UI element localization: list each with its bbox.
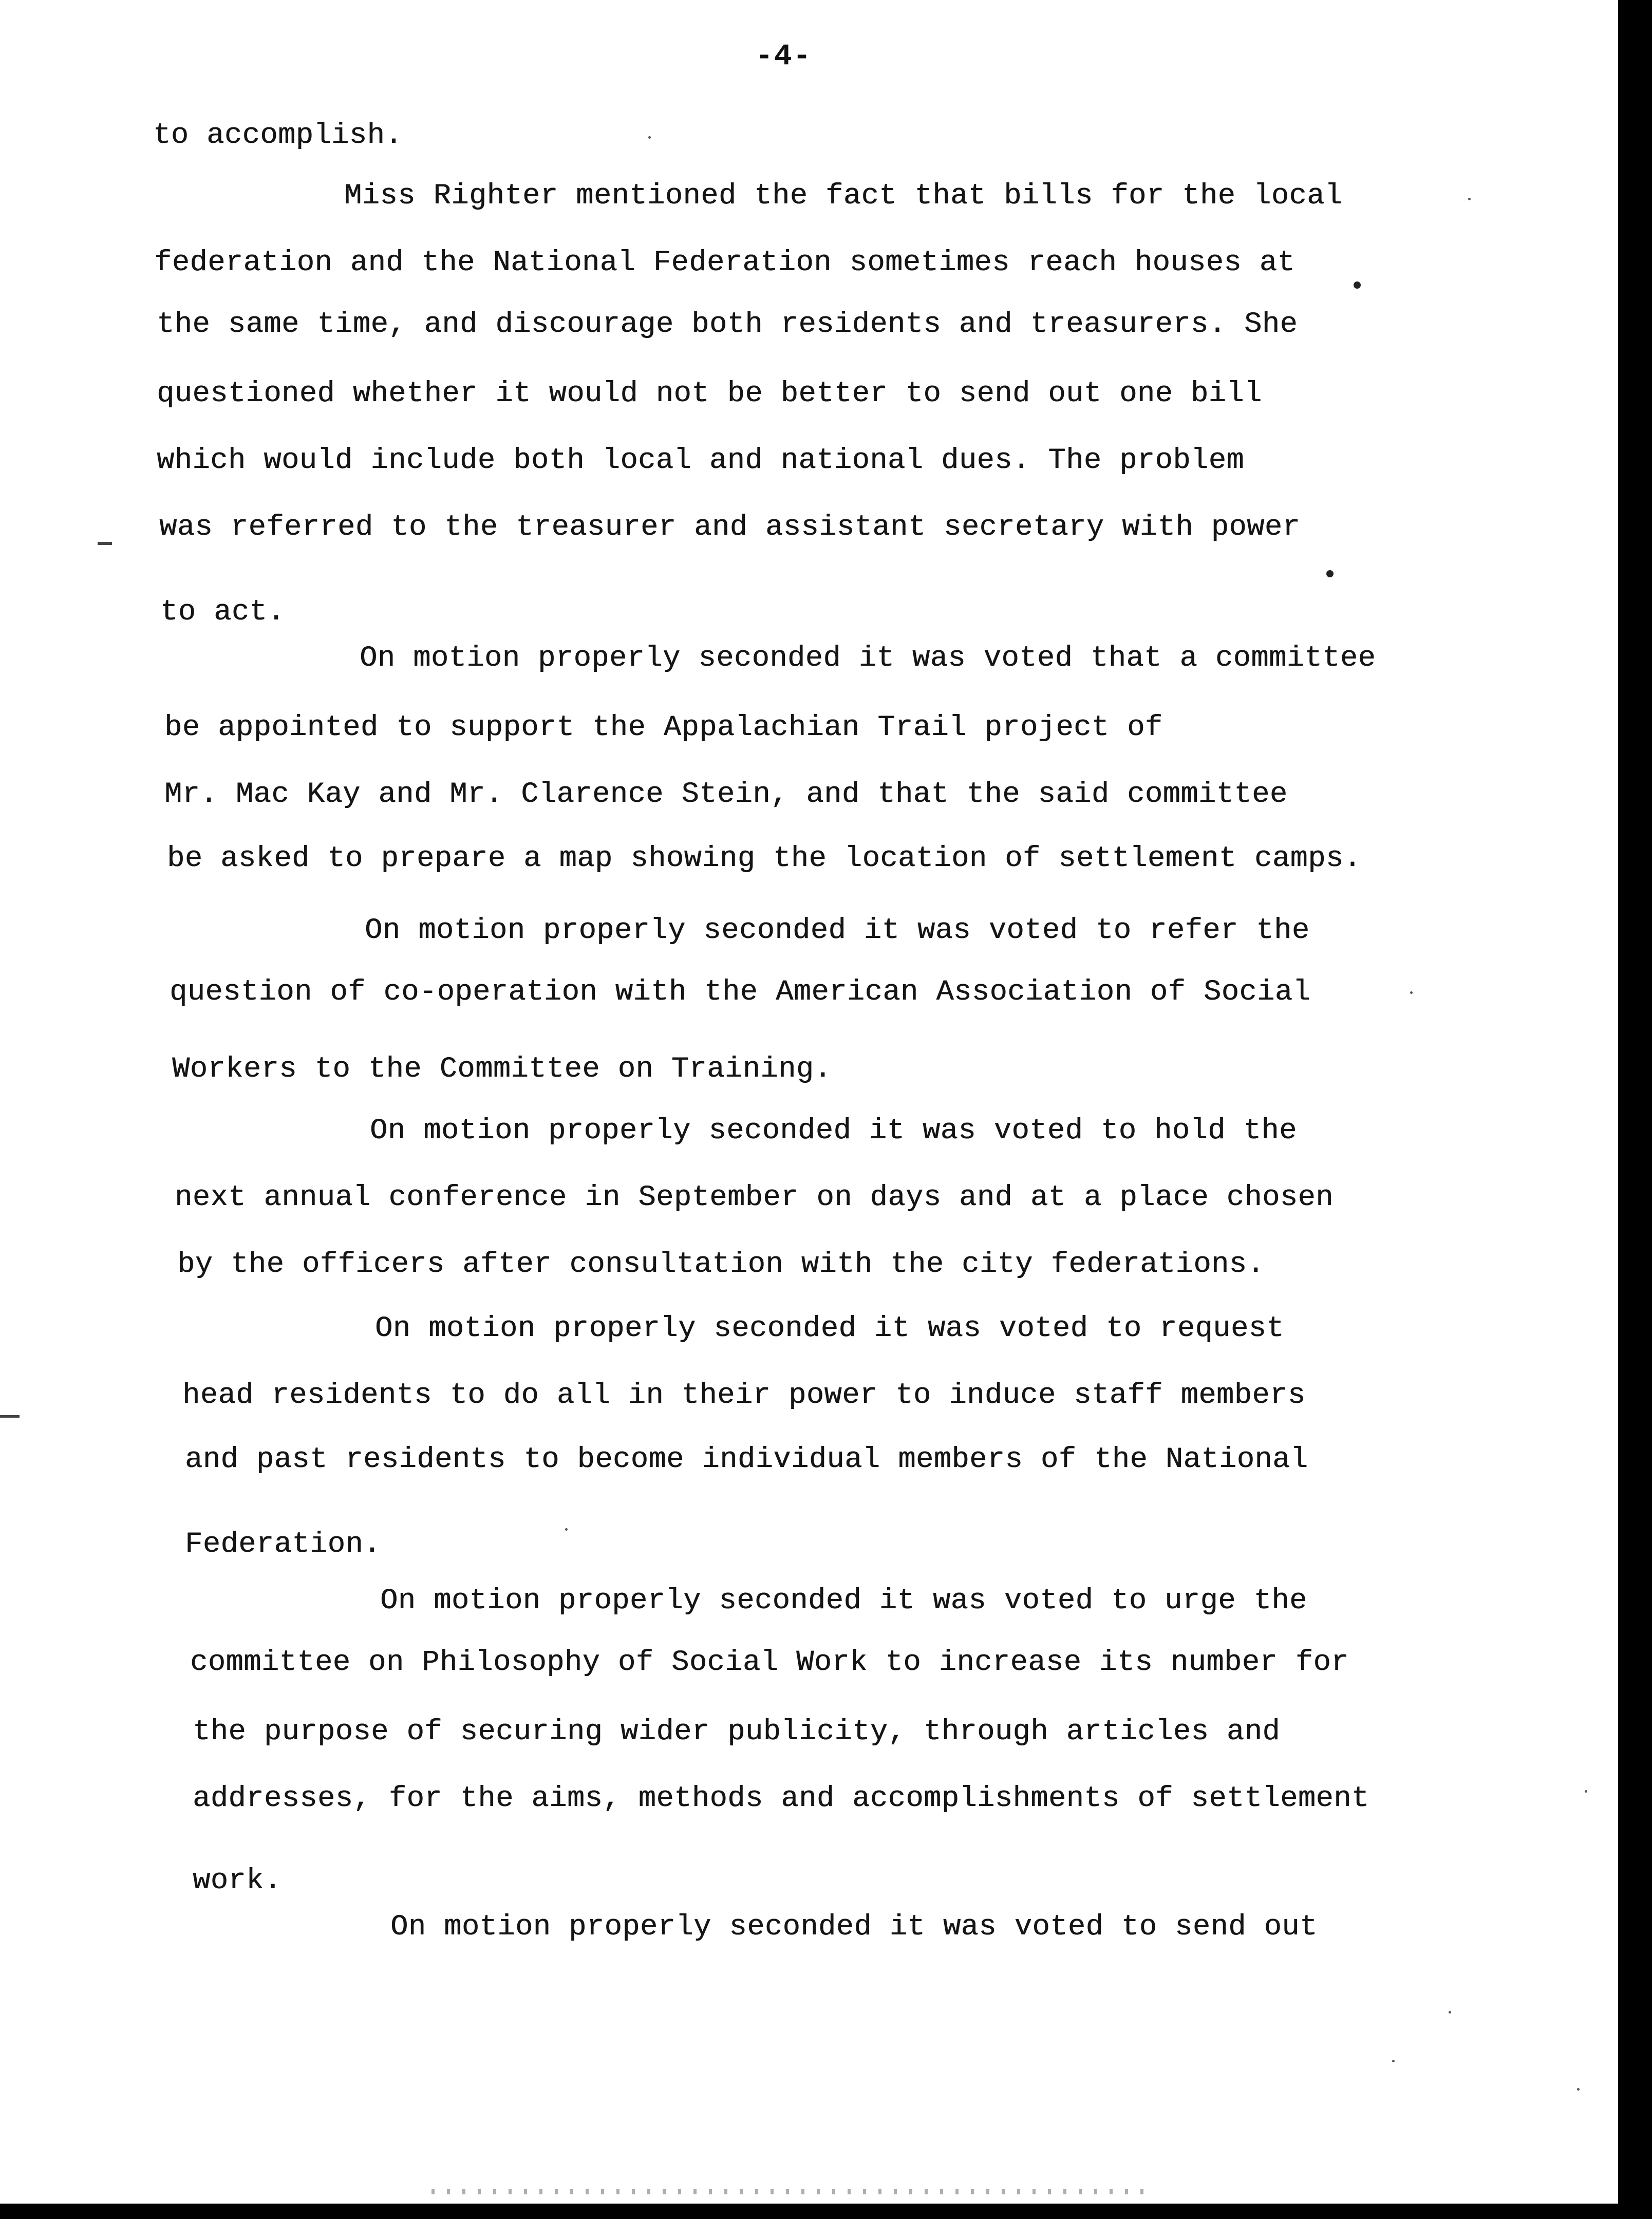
scan-border-right [1618, 0, 1652, 2219]
text-line: next annual conference in September on days and at a place chosen [175, 1181, 1334, 1214]
scan-noise [431, 2189, 1151, 2194]
text-line: be appointed to support the Appalachian Trail project of [164, 711, 1163, 744]
text-line: be asked to prepare a map showing the location of settlement camps. [167, 842, 1362, 875]
text-line: federation and the National Federation sometimes reach houses at [154, 247, 1296, 279]
speckle [1449, 2011, 1451, 2014]
speckle [648, 136, 651, 139]
text-line: On motion properly seconded it was voted to request [375, 1312, 1284, 1345]
speckle [1468, 198, 1471, 200]
page-number: -4- [755, 40, 812, 73]
ink-dot [1326, 570, 1334, 577]
speckle [1577, 2088, 1580, 2091]
text-line: questioned whether it would not be better to send out one bill [157, 378, 1262, 410]
text-line: Federation. [185, 1528, 381, 1561]
ink-dot [1354, 281, 1361, 289]
text-line: Mr. Mac Kay and Mr. Clarence Stein, and that the said committee [164, 778, 1288, 811]
scan-border-bottom [0, 2204, 1652, 2219]
text-line: work. [193, 1865, 282, 1897]
text-line: the purpose of securing wider publicity, through articles and [193, 1716, 1281, 1748]
speckle [1392, 2060, 1395, 2062]
text-line: by the officers after consultation with the city federations. [177, 1248, 1265, 1281]
speckle [1585, 1790, 1587, 1793]
margin-tick [98, 542, 112, 545]
text-line: Workers to the Committee on Training. [172, 1053, 832, 1086]
text-line: to accomplish. [153, 119, 403, 152]
text-line: On motion properly seconded it was voted that a committee [360, 642, 1376, 675]
text-line: On motion properly seconded it was voted to urge the [380, 1585, 1307, 1618]
speckle [565, 1528, 568, 1531]
text-line: committee on Philosophy of Social Work to increase its number for [190, 1646, 1349, 1679]
text-line: which would include both local and national dues. The problem [157, 444, 1245, 477]
text-line: the same time, and discourage both residents and treasurers. She [157, 308, 1298, 341]
text-line: to act. [160, 596, 285, 629]
text-line: On motion properly seconded it was voted to send out [390, 1911, 1318, 1944]
margin-tick [0, 1415, 20, 1418]
text-line: head residents to do all in their power to induce staff members [182, 1379, 1306, 1412]
text-line: addresses, for the aims, methods and accomplishments of settlement [193, 1782, 1369, 1815]
speckle [1410, 991, 1413, 994]
text-line: and past residents to become individual members of the National [185, 1443, 1308, 1476]
text-line: On motion properly seconded it was voted to refer the [365, 914, 1310, 947]
text-line: Miss Righter mentioned the fact that bills for the local [344, 180, 1343, 213]
text-line: was referred to the treasurer and assistant secretary with power [159, 511, 1301, 544]
text-line: On motion properly seconded it was voted to hold the [370, 1115, 1297, 1148]
text-line: question of co-operation with the American Association of Social [170, 976, 1311, 1009]
